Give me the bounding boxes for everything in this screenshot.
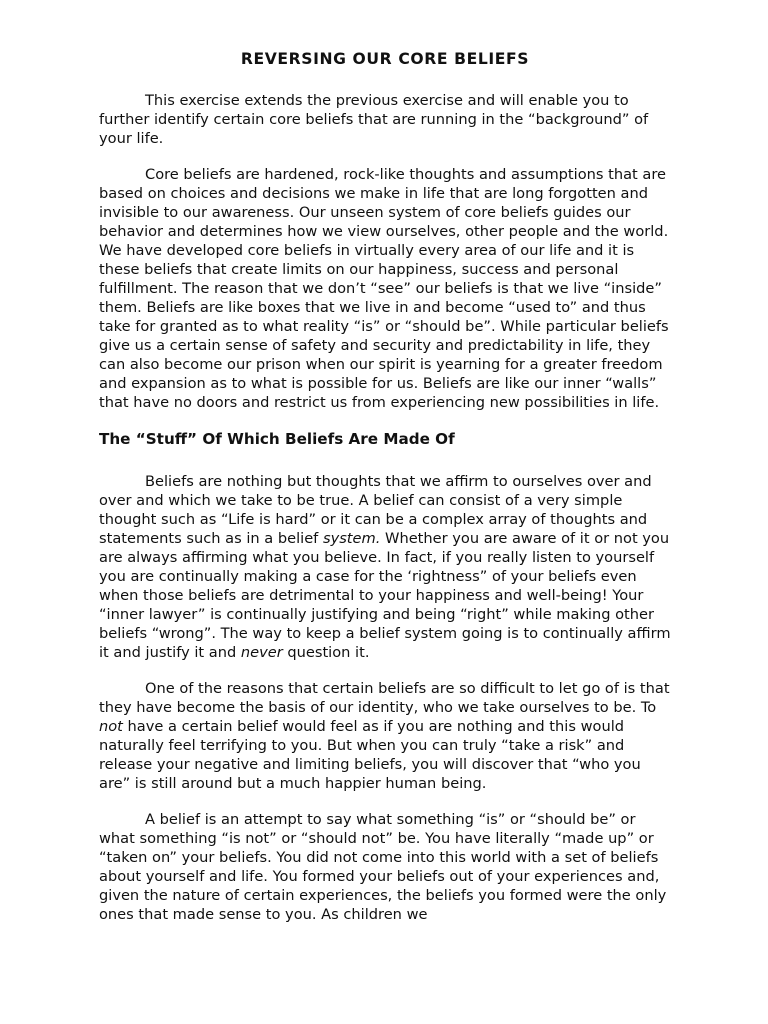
document-body — [99, 48, 671, 941]
paragraph-text: One of the reasons that certain beliefs are so difficult to let go of is that they have become the basis of our identity, who we take ourselves to be. To — [99, 680, 670, 716]
paragraph-text: question it. — [282, 644, 370, 661]
paragraph-belief-definition: A belief is an attempt to say what something “is” or “should be” or what something “is not” or “should not” be. You have literally “made up” or “taken on” your beliefs. You did not come into this world with a set of beliefs about yourself and life. You formed your beliefs out of your experiences and, given the nature of certain experiences, the beliefs you formed were the only ones that made sense to you. As children we — [99, 811, 667, 923]
emphasis-text: system. — [322, 530, 381, 547]
paragraph-identity — [99, 679, 671, 793]
emphasis-text: not — [99, 718, 123, 735]
paragraph-text: have a certain belief would feel as if you are nothing and this would naturally feel terrifying to you. But when you can truly “take a risk” and release your negative and limiting beliefs, you will discover that “who you are” is still around but a much happier human being. — [99, 718, 641, 792]
emphasis-text: never — [240, 644, 283, 661]
paragraph-text: Whether you are aware of it or not you are always affirming what you believe. In fact, if you really listen to yourself you are continually making a case for the ‘rightness” of your beliefs even when those beliefs are detrimental to your happiness and well-being! Your “inner lawyer” is continually justifying and being “right” while making other beliefs “wrong”. The way to keep a belief system going is to continually affirm it and justify it and — [99, 530, 671, 661]
section-heading: The “Stuff” Of Which Beliefs Are Made Of — [99, 430, 455, 448]
paragraph-intro: This exercise extends the previous exercise and will enable you to further identify certain core beliefs that are running in the “background” of your life. — [99, 92, 649, 147]
paragraph-text: Beliefs are nothing but thoughts that we affirm to ourselves over and over and which we take to be true. A belief can consist of a very simple thought such as “Life is hard” or it can be a complex array of thoughts and statements such as in a belief — [99, 473, 652, 547]
paragraph-beliefs-are-thoughts — [99, 472, 671, 662]
page-title: REVERSING OUR CORE BELIEFS — [240, 50, 530, 68]
paragraph-core-beliefs: Core beliefs are hardened, rock-like thoughts and assumptions that are based on choices and decisions we make in life that are long forgotten and invisible to our awareness. Our unseen system of core beliefs guides our behavior and determines how we view ourselves, other people and the world. We have developed core beliefs in virtually every area of our life and it is these beliefs that create limits on our happiness, success and personal fulfillment. The reason that we don’t “see” our beliefs is that we live “inside” them. Beliefs are like boxes that we live in and become “used to” and thus take for granted as to what reality “is” or “should be”. While particular beliefs give us a certain sense of safety and security and predictability in life, they can also become our prison when our spirit is yearning for a greater freedom and expansion as to what is possible for us. Beliefs are like our inner “walls” that have no doors and restrict us from experiencing new possibilities in life. — [99, 166, 669, 411]
